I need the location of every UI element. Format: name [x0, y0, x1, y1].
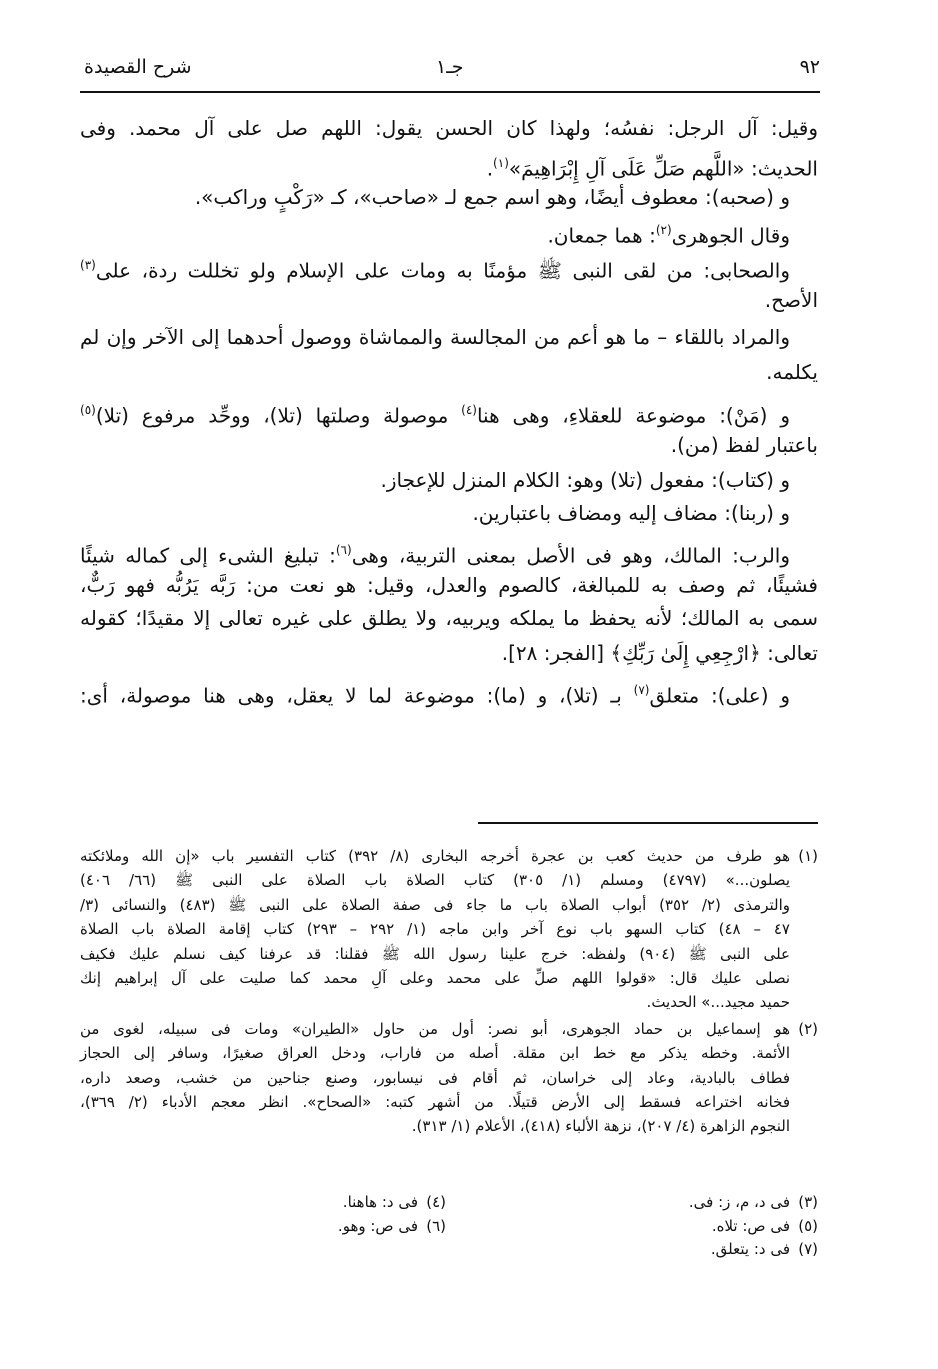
footnote-number: (٧) [798, 1240, 818, 1258]
text-segment: و (كتاب): مفعول (تلا) وهو: الكلام المنزل للإعجاز. [380, 468, 790, 492]
footnote-line: حميد مجيد...» الحديث. [646, 993, 790, 1012]
footnote-ref: (١) [493, 156, 509, 170]
footnote-line: هو طرف من حديث كعب بن عجرة أخرجه البخارى (٨/ ٣٩٢) كتاب التفسير باب «إن الله وملائكته [80, 847, 790, 865]
footnote-line: على النبى ﷺ (٩٠٤) ولفظه: خرج علينا رسول الله ﷺ فقلنا: قد عرفنا كيف نسلم عليك فكيف [80, 944, 790, 963]
footnote-separator [478, 822, 818, 824]
footnote-line: نصلى عليك قال: «قولوا اللهم صلِّ على محمد وعلى آلِ محمد كما صليت على آل إبراهيم إنك [80, 969, 790, 987]
page-number: ٩٢ [799, 56, 820, 78]
text-segment: الأصح. [764, 288, 818, 312]
body-line [547, 215, 790, 248]
footnote-number: (٣) [798, 1193, 818, 1211]
text-segment: بـ (تلا)، و (ما): موضوعة لما لا يعقل، وهى هنا موصولة، أى: [80, 683, 634, 708]
text-segment: موصولة وصلتها (تلا)، ووحِّد مرفوع (تلا) [95, 403, 462, 428]
text-segment: وقيل: آل الرجل: نفسُه؛ ولهذا كان الحسن يقول: اللهم صل على آل محمد. وفى [80, 116, 818, 140]
body-line [80, 250, 790, 283]
footnote-line: ٤٧ – ٤٨) كتاب السهو باب نوع آخر وابن ماجه (١/ ٢٩٢ – ٢٩٣) كتاب إقامة الصلاة باب الصلاة [80, 920, 790, 939]
text-segment: . [486, 156, 494, 181]
text-segment: و (ربنا): مضاف إليه ومضاف باعتبارين. [472, 501, 790, 525]
body-line [766, 357, 818, 387]
text-segment: : تبليغ الشىء إلى كماله شيئًا [80, 543, 336, 568]
body-line [502, 638, 818, 668]
text-segment: و (مَنْ): موضوعة للعقلاءِ، وهى هنا [476, 403, 790, 428]
volume-label: جـ١ [436, 56, 464, 78]
text-segment: و (صحبه): معطوف أيضًا، وهو اسم جمع لـ «صاحب»، كـ «رَكْبٍ وراكب». [194, 185, 790, 209]
body-line [195, 182, 790, 212]
body-line [486, 148, 818, 181]
footnote-line: فى ص: تلاه. [711, 1216, 790, 1235]
text-segment: يكلمه. [766, 360, 818, 384]
footnote-line: النجوم الزاهرة (٤/ ٢٠٧)، نزهة الألباء (٤١٨)، الأعلام (١/ ٣١٣). [411, 1117, 790, 1136]
text-segment: الحديث: «اللَّهم صَلِّ عَلَى آلِ إِبْرَاهِيمَ» [508, 156, 818, 181]
footnote-line: فى د: هاهنا. [342, 1193, 418, 1211]
text-segment: وقال الجوهرى [671, 223, 790, 248]
footnote-ref: (٥) [80, 403, 96, 417]
footnote-ref: (٢) [655, 223, 672, 237]
footnote-ref: (٧) [633, 683, 650, 697]
footnote-line: يصلون...» (٤٧٩٧) ومسلم (١/ ٣٠٥) كتاب الصلاة باب الصلاة على النبى ﷺ (٦٦/ ٤٠٦) [80, 871, 791, 890]
footnote-ref: (٤) [461, 403, 477, 417]
footnote-number: (٢) [798, 1019, 818, 1038]
body-line [80, 322, 790, 352]
text-segment: والرب: المالك، وهو فى الأصل بمعنى التربية، وهى [351, 543, 790, 568]
footnote-number: (١) [798, 847, 818, 865]
body-line [80, 570, 818, 600]
body-line [80, 113, 818, 143]
text-segment: فشيئًا، ثم وصف به للمبالغة، كالصوم والعدل، وقيل: هو نعت من: رَبَّه يَرُبُّه فهو رَبٌّ، [80, 573, 818, 597]
text-segment: : هما جمعان. [547, 223, 656, 248]
text-segment: والمراد باللقاء – ما هو أعم من المجالسة والمماشاة ووصول أحدهما إلى الآخر وإن لم [80, 325, 790, 349]
footnote-line: فخانه اختراعه فسقط إلى الأرض قتيلًا. من أشهر كتبه: «الصحاح». انظر معجم الأدباء (٢/ ٣٦٩)، [80, 1093, 790, 1111]
footnote-number: (٤) [426, 1193, 446, 1211]
footnote-line: فى د: يتعلق. [710, 1240, 790, 1258]
footnote-line: فى د، م، ز: فى. [688, 1193, 790, 1211]
body-line [80, 603, 818, 633]
body-line [80, 675, 790, 708]
body-line [80, 395, 790, 428]
footnote-line: فى ص: وهو. [337, 1216, 418, 1235]
footnote-ref: (٦) [335, 543, 352, 557]
footnote-line: الأئمة. وخطه يذكر مع خط ابن مقلة. أصله من فاراب، ودخل العراق صغيرًا، وسافر إلى الحجاز [80, 1044, 790, 1063]
body-line [765, 285, 818, 315]
footnote-line: فطاف بالبادية، وعاد إلى خراسان، ثم أقام فى نيسابور، وصنع جناحين من خشب، وصعد داره، [80, 1068, 790, 1087]
text-segment: سمى به المالك؛ لأنه يحفظ ما يملكه ويربيه، ولا يطلق على غيره تعالى إلا مقيدًا؛ كقوله [80, 606, 818, 630]
text-segment: تعالى: ﴿ارْجِعِي إِلَىٰ رَبِّكِ﴾ [الفجر: ٢٨]. [501, 641, 818, 665]
footnote-number: (٥) [798, 1216, 818, 1235]
body-line [380, 465, 790, 495]
body-line [671, 430, 818, 460]
text-segment: باعتبار لفظ (من). [670, 433, 818, 457]
body-line [472, 498, 790, 528]
footnote-line: والترمذى (٢/ ٣٥٢) أبواب الصلاة باب ما جاء فى صفة الصلاة على النبى ﷺ (٤٨٣) والنسائى (٣/ [80, 895, 790, 914]
book-title: شرح القصيدة [84, 56, 192, 78]
body-line [80, 535, 790, 568]
footnote-number: (٦) [426, 1216, 446, 1235]
footnote-line: هو إسماعيل بن حماد الجوهرى، أبو نصر: أول من حاول «الطيران» ومات فى سبيله، لغوى من [80, 1019, 790, 1038]
header-rule [80, 91, 820, 93]
footnote-ref: (٣) [80, 258, 96, 272]
text-segment: و (على): متعلق [649, 683, 790, 708]
text-segment: والصحابى: من لقى النبى ﷺ مؤمنًا به ومات على الإسلام ولو تخللت ردة، على [95, 258, 790, 283]
